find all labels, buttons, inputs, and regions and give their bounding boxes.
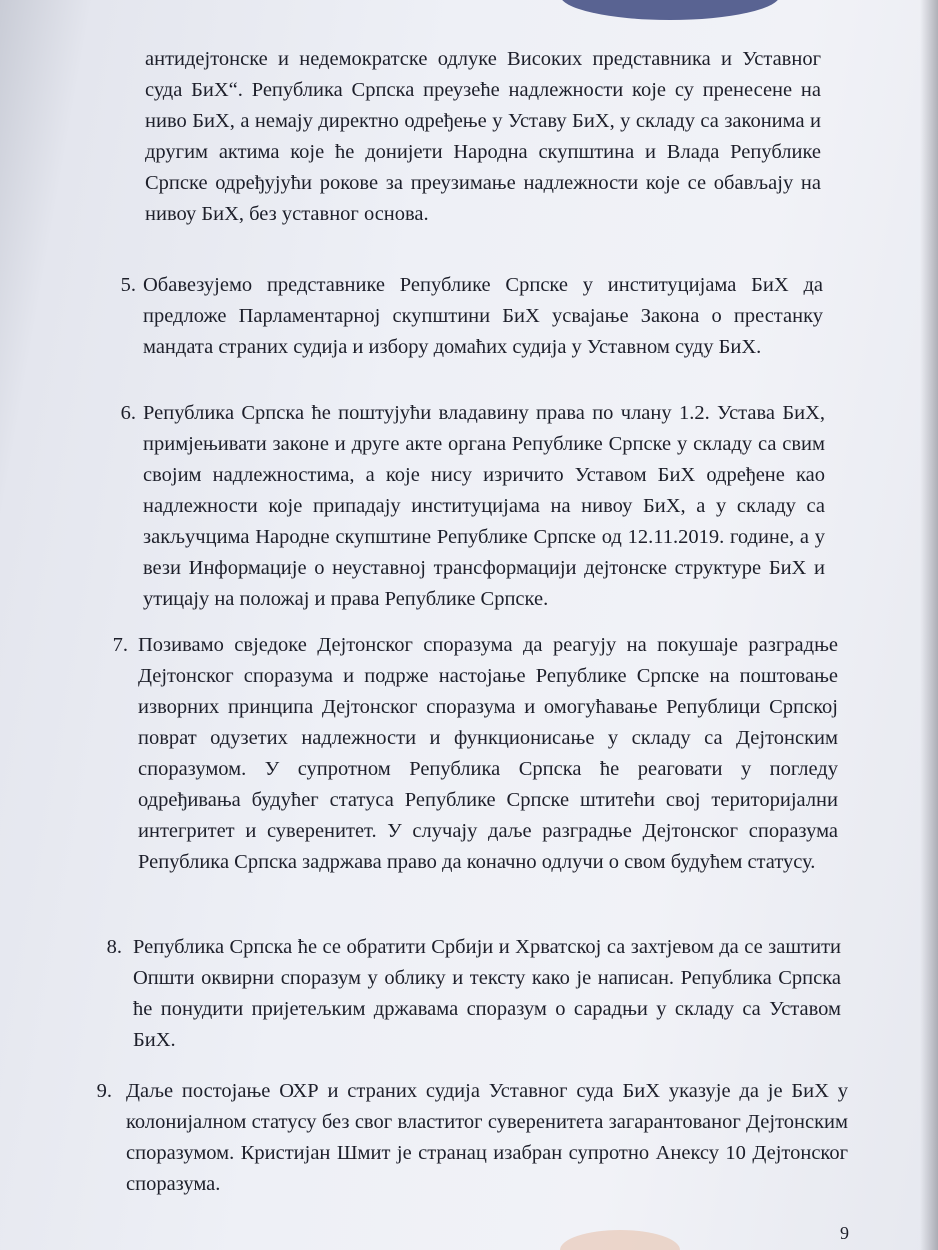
item-number: 8. [106, 936, 122, 958]
item-text: Позивамо свједоке Дејтонског споразума да реагују на покушаје разградње Дејтонског споразума и подрже настојање Републике Српске на поштовање изворних принципа Дејтонског споразума и омогућавање Републици Српској поврат одузетих надлежности и функционисање у складу са Дејтонским споразумом. У супротном Република Српска ће реаговати у погледу одређивања будућег статуса Републике Српске штитећи свој територијални интегритет и суверенитет. У случају даље разградње Дејтонског споразума Република Српска задржава право да коначно одлучи о свом будућем статусу. [138, 634, 838, 873]
item-number: 6. [120, 402, 136, 424]
item-text: Република Српска ће поштујући владавину права по члану 1.2. Устава БиХ, примјењивати законе и друге акте органа Републике Српске у складу са свим својим надлежностима, а које нису изричито Уставом БиХ одређене као надлежности које припадају институцијама на нивоу БиХ, а у складу са закључцима Народне скупштине Републике Српске од 12.11.2019. године, а у вези Информације о неуставној трансформацији дејтонске структуре БиХ и утицају на положај и права Републике Српске. [143, 402, 825, 610]
item-text: Даље постојање ОХР и страних судија Уставног суда БиХ указује да је БиХ у колонијалном статусу без свог властитог суверенитета загарантованог Дејтонским споразумом. Кристијан Шмит је странац изабран супротно Анексу 10 Дејтонског споразума. [126, 1080, 848, 1195]
item-text: Обавезујемо представнике Републике Српске у институцијама БиХ да предложе Парламентарној скупштини БиХ усвајање Закона о престанку мандата страних судија и избору домаћих судија у Уставном суду БиХ. [143, 274, 823, 358]
item-number: 9. [96, 1080, 112, 1102]
continued-paragraph: антидејтонске и недемократске одлуке Високих представника и Уставног суда БиХ“. Република Српска преузеће надлежности које су пренесене на ниво БиХ, а немају директно одређење у Уставу БиХ, у складу са законима и другим актима које ће донијети Народна скупштина и Влада Републике Српске одређујући рокове за преузимање надлежности које се обављају на нивоу БиХ, без уставног основа. [145, 48, 821, 225]
item-number: 5. [120, 274, 136, 296]
item-number: 7. [112, 634, 128, 656]
item-text: Република Српска ће се обратити Србији и Хрватској са захтјевом да се заштити Општи оквирни споразум у облику и тексту како је написан. Република Српска ће понудити пријетељким државама споразум о сарадњи у складу са Уставом БиХ. [133, 936, 841, 1051]
page-number: 9 [840, 1223, 849, 1243]
